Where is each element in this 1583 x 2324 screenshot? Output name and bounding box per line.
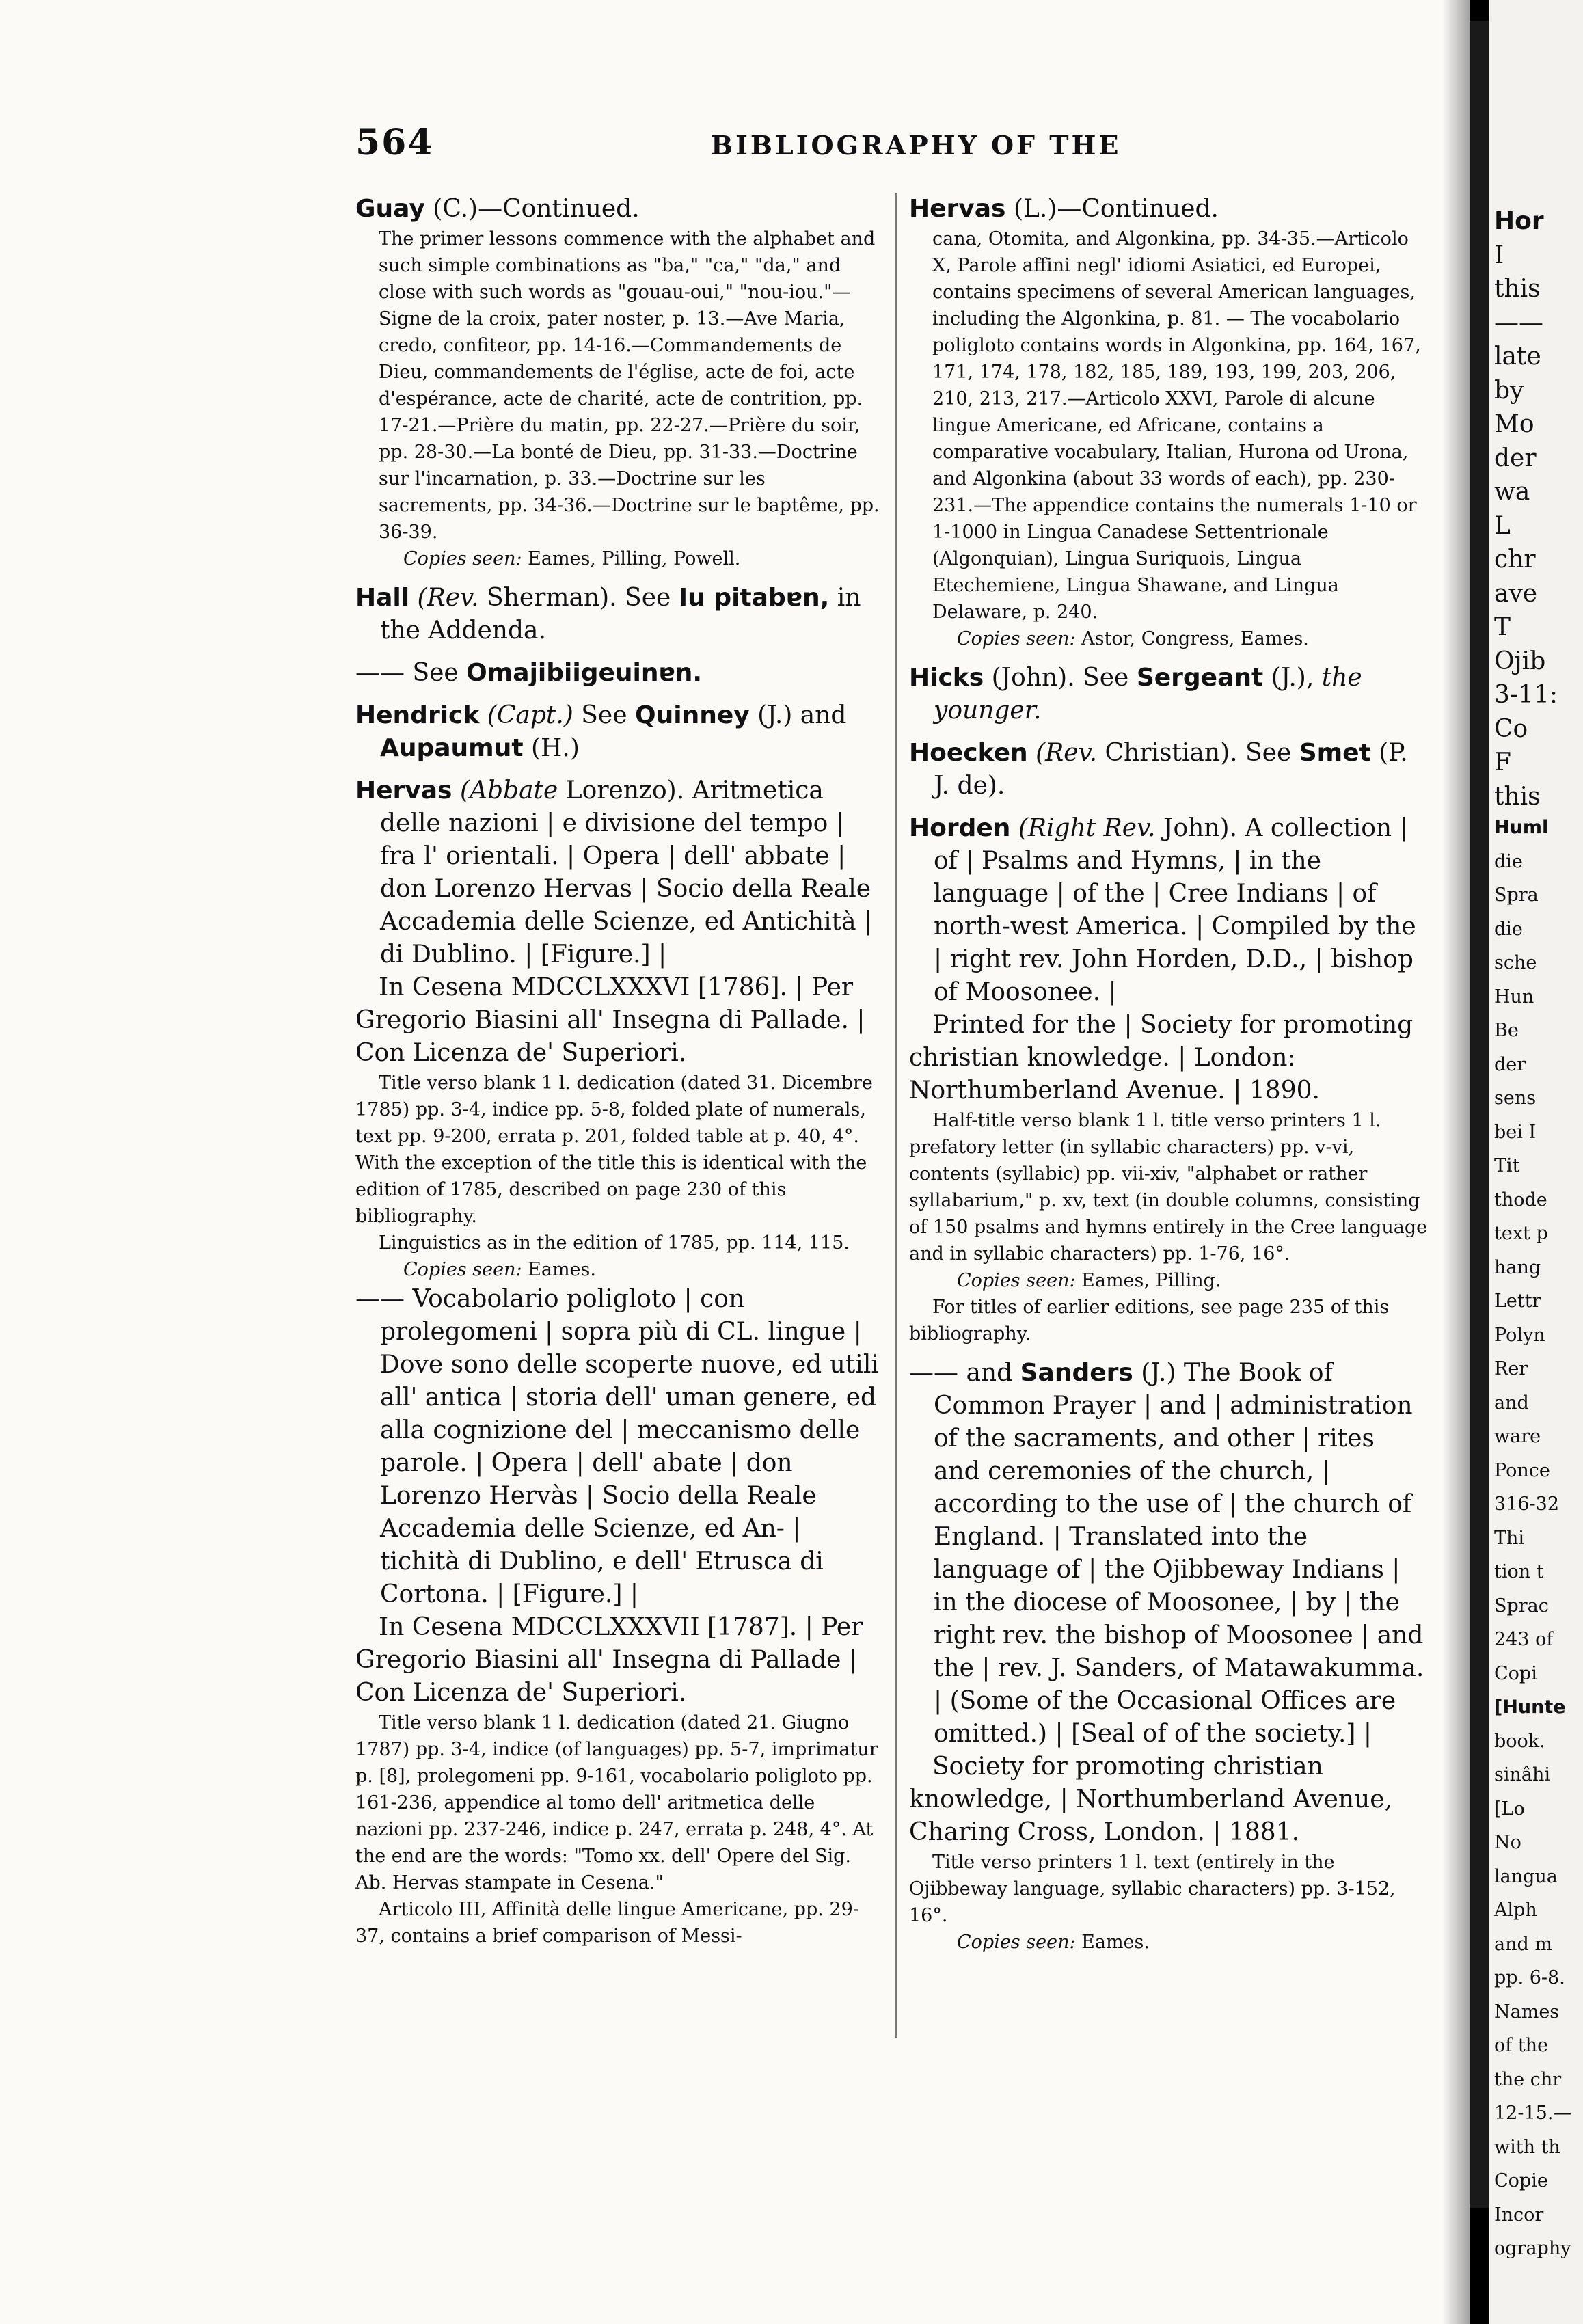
sanders-copies-seen [909, 1929, 1429, 1956]
right-page-line: Incor [1494, 2204, 1544, 2226]
hervas-continued-head [909, 193, 1429, 226]
hervas-continued-copies-seen [909, 625, 1429, 652]
right-page-line: this [1494, 783, 1541, 811]
hall-entry [355, 582, 882, 647]
author-name: Hendrick [355, 701, 480, 729]
right-page-line: No [1494, 1832, 1521, 1853]
right-page-line: Mo [1494, 410, 1534, 438]
right-page-line: pp. 6-8. [1494, 1967, 1565, 1988]
hervas-collation: Title verso blank 1 l. dedication (dated 31. Dicembre 1785) pp. 3-4, indice pp. 5-8, folded plate of numerals, text pp. 9-200, errata p. 201, folded table at p. 40, 4°. With the exception of the title this is identical with the edition of 1785, described on page 230 of this bibliography. [355, 1072, 873, 1227]
right-page-line: Spra [1494, 884, 1539, 906]
right-page-line: Thi [1494, 1528, 1525, 1549]
copies-seen-value: Eames, Pilling, Powell. [522, 548, 741, 569]
author-detail: (C.)—Continued. [424, 195, 640, 223]
hervas-linguistics: Linguistics as in the edition of 1785, pp. 114, 115. [379, 1232, 850, 1254]
right-page-line: [Hunte [1494, 1697, 1566, 1718]
cross-reference: Smet [1299, 739, 1371, 767]
book-page-right-edge [1489, 0, 1583, 2324]
right-page-line: 12-15.— [1494, 2103, 1572, 2124]
cross-reference: Omajibiigeuinɐn. [466, 659, 703, 687]
right-page-line: 3-11: [1494, 681, 1558, 709]
entry-text: Christian). See [1097, 739, 1299, 767]
right-page-line: bei I [1494, 1122, 1537, 1143]
right-page-line: Ponce [1494, 1460, 1550, 1481]
entry-text: Sherman). See [478, 584, 679, 612]
copies-seen-label: Copies seen: [957, 1932, 1076, 1953]
author-name: Hall [355, 584, 410, 612]
cross-reference: Sergeant [1136, 664, 1264, 692]
hendrick-entry [355, 699, 882, 765]
right-page-line: die [1494, 919, 1523, 940]
entry-text: (J.), [1263, 664, 1322, 692]
right-page-line: wa [1494, 478, 1530, 506]
right-page-line: Copie [1494, 2170, 1548, 2191]
right-page-line: L [1494, 512, 1511, 540]
right-page-line: [Lo [1494, 1798, 1525, 1820]
entry-italic: the younger. [934, 664, 1362, 725]
author-title: (Right Rev. [1010, 814, 1156, 842]
entry-text: —— See [355, 659, 467, 687]
right-page-line: chr [1494, 545, 1536, 573]
right-page-line: and [1494, 1392, 1529, 1414]
right-page-line: der [1494, 1054, 1526, 1075]
right-page-line: with th [1494, 2137, 1560, 2158]
author-name: Guay [355, 195, 425, 223]
hervas-imprint: In Cesena MDCCLXXXVI [1786]. | Per Gregorio Biasini all' Insegna di Pallade. | Con Licenza de' Superiori. [355, 973, 865, 1067]
right-page-line: T [1494, 613, 1511, 641]
right-page-line: hang [1494, 1257, 1541, 1278]
right-page-line: ography [1494, 2238, 1571, 2259]
right-page-line: Copi [1494, 1663, 1537, 1684]
cross-reference: Quinney [635, 701, 750, 729]
right-page-line: I [1494, 241, 1504, 269]
cross-reference: Iu pitabɐn, [678, 584, 830, 612]
right-page-line: the chr [1494, 2069, 1562, 2090]
horden-collation: Half-title verso blank 1 l. title verso printers 1 l. prefatory letter (in syllabic characters) pp. v-vi, contents (syllabic) pp. vii-xiv, "alphabet or rather syllabarium," p. xv, text (in double columns, consisting of 150 psalms and hymns entirely in the Cree language and in syllabic characters) pp. 1-76, 16°. [909, 1110, 1428, 1265]
right-page-line: Co [1494, 715, 1528, 743]
gutter-shadow [1442, 0, 1470, 2324]
author-detail: (L.)—Continued. [1005, 195, 1219, 223]
copies-seen-value: Eames. [1075, 1932, 1150, 1953]
vocabolario-entry: —— Vocabolario poligloto | con prolegomeni | sopra più di CL. lingue | Dove sono delle scoperte nuove, ed utili all' antica | storia dell' uman genere, ed alla cognizione del | meccanismo delle parole. | Opera | dell' abate | don Lorenzo Hervàs | Socio della Reale Accademia delle Scienze, ed An- | tichità di Dublino, e dell' Etrusca di Cortona. | [Figure.] | [355, 1285, 879, 1608]
right-page-line: —— [1494, 309, 1543, 337]
hervas-continued-annotation: cana, Otomita, and Algonkina, pp. 34-35.—Articolo X, Parole affini negl' idiomi Asiatici, ed Europei, contains specimens of several American languages, including the Algonkina, p. 81. — The vocabolario poligloto contains words in Algonkina, pp. 164, 167, 171, 174, 178, 182, 185, 189, 193, 199, 203, 206, 210, 213, 217.—Articolo XXVI, Parole di alcune lingue Americane, ed Africane, contains a comparative vocabulary, Italian, Hurona od Urona, and Algonkina (about 33 words of each), pp. 230-231.—The appendice contains the numerals 1-10 or 1-1000 in Lingua Canadese Settentrionale (Algonquian), Lingua Suriquois, Lingua Etechemiene, Lingua Shawane, and Lingua Delaware, p. 240. [932, 228, 1421, 623]
vocabolario-articolo: Articolo III, Affinità delle lingue Americane, pp. 29-37, contains a brief comparison of Messi- [355, 1899, 859, 1947]
right-page-line: Hun [1494, 986, 1534, 1008]
right-page-line: of the [1494, 2035, 1549, 2056]
right-page-line: 243 of [1494, 1629, 1554, 1650]
sanders-collation: Title verso printers 1 l. text (entirely in the Ojibbeway language, syllabic characters) pp. 3-152, 16°. [909, 1852, 1396, 1926]
hicks-entry [909, 662, 1429, 727]
hall-see-entry [355, 657, 882, 690]
entry-text: in the Addenda. [380, 584, 861, 645]
entry-text: (H.) [523, 734, 580, 762]
right-page-line: Be [1494, 1020, 1519, 1041]
right-page-line: sche [1494, 952, 1537, 973]
horden-imprint: Printed for the | Society for promoting christian knowledge. | London: Northumberland Avenue. | 1890. [909, 1011, 1413, 1105]
right-page-line: by [1494, 377, 1524, 405]
column-divider [895, 193, 897, 2038]
horden-copies-seen [909, 1267, 1429, 1294]
right-page-line: der [1494, 444, 1537, 472]
hervas-copies-seen [355, 1256, 882, 1283]
author-name: Hervas [355, 776, 452, 805]
author-title: (Abbate [452, 776, 558, 805]
right-page-line: Ojib [1494, 647, 1546, 675]
page-number: 564 [355, 122, 434, 163]
right-page-line: this [1494, 275, 1541, 303]
right-page-line: Tit [1494, 1155, 1520, 1176]
copies-seen-label: Copies seen: [957, 628, 1076, 649]
guay-copies-seen [355, 545, 882, 572]
right-page-line: Alph [1494, 1900, 1537, 1921]
cross-reference: Sanders [1020, 1359, 1133, 1387]
running-head: BIBLIOGRAPHY OF THE [711, 130, 1122, 161]
horden-entry [909, 812, 1429, 1009]
hoecken-entry [909, 737, 1429, 802]
author-title: (Capt.) [479, 701, 573, 729]
column-right [909, 193, 1429, 2278]
entry-text: —— and [909, 1359, 1020, 1387]
entry-text: (J.) and [749, 701, 847, 729]
entry-title-text: Lorenzo). Aritmetica delle nazioni | e divisione del tempo | fra l' orientali. | Opera | dell' abbate | don Lorenzo Hervas | Socio della Reale Accademia delle Scienze, ed Antichità | di Dublino. | [Figure.] | [380, 776, 873, 969]
copies-seen-value: Astor, Congress, Eames. [1075, 628, 1309, 649]
book-spine [1470, 21, 1489, 2208]
entry-title-text: John). A collection | of | Psalms and Hymns, | in the language | of the | Cree Indians | of north-west America. | Compiled by the | right rev. John Horden, D.D., | bishop of Moosonee. | [934, 814, 1416, 1006]
right-page-line: and m [1494, 1934, 1552, 1955]
right-page-line: die [1494, 851, 1523, 872]
copies-seen-label: Copies seen: [403, 548, 522, 569]
right-page-line: Lettr [1494, 1291, 1541, 1312]
horden-earlier-editions: For titles of earlier editions, see page 235 of this bibliography. [909, 1297, 1390, 1345]
copies-seen-value: Eames, Pilling. [1075, 1270, 1221, 1291]
right-page-line: langua [1494, 1866, 1558, 1887]
right-page-line: Hor [1494, 207, 1544, 235]
author-name: Hervas [909, 195, 1006, 223]
guay-annotation: The primer lessons commence with the alphabet and such simple combinations as "ba," "ca," "da," and close with such words as "gouau-oui," "nou-iou."—Signe de la croix, pater noster, p. 13.—Ave Maria, credo, confiteor, pp. 14-16.—Commandements de Dieu, commandements de l'église, acte de foi, acte d'espérance, acte de charité, acte de contrition, pp. 17-21.—Prière du matin, pp. 22-27.—Prière du soir, pp. 28-30.—La bonté de Dieu, pp. 31-33.—Doctrine sur l'incarnation, p. 33.—Doctrine sur les sacrements, pp. 34-36.—Doctrine sur le baptême, pp. 36-39. [379, 228, 880, 543]
sanders-entry [909, 1357, 1429, 1751]
vocabolario-imprint: In Cesena MDCCLXXXVII [1787]. | Per Gregorio Biasini all' Insegna di Pallade | Con Licenza de' Superiori. [355, 1613, 863, 1707]
entry-text: (John). See [984, 664, 1137, 692]
right-page-line: Huml [1494, 817, 1549, 838]
vocabolario-collation: Title verso blank 1 l. dedication (dated 21. Giugno 1787) pp. 3-4, indice (of languages) pp. 5-7, imprimatur p. [8], prolegomeni pp. 9-161, vocabolario poligloto pp. 161-236, appendice al tomo dell' aritmetica delle nazioni pp. 237-246, indice p. 247, errata p. 248, 4°. At the end are the words: "Tomo xx. dell' Opere del Sig. Ab. Hervas stampate in Cesena." [355, 1712, 878, 1893]
author-name: Hoecken [909, 739, 1028, 767]
right-page-line: sens [1494, 1087, 1537, 1109]
right-page-line: sinâhi [1494, 1764, 1551, 1785]
right-page-line: 316-32 [1494, 1494, 1560, 1515]
right-page-line: ave [1494, 580, 1538, 608]
right-page-line: ware [1494, 1426, 1541, 1447]
author-name: Hicks [909, 664, 984, 692]
right-page-line: thode [1494, 1189, 1547, 1211]
right-page-line: tion t [1494, 1561, 1544, 1582]
right-page-line: text p [1494, 1223, 1548, 1244]
right-page-line: F [1494, 748, 1511, 776]
copies-seen-value: Eames. [522, 1259, 596, 1280]
author-title: (Rev. [409, 584, 479, 612]
entry-text: See [573, 701, 635, 729]
author-name: Horden [909, 814, 1011, 842]
right-page-line: Sprac [1494, 1595, 1549, 1617]
column-left [355, 193, 882, 2278]
author-title: (Rev. [1027, 739, 1098, 767]
copies-seen-label: Copies seen: [403, 1259, 522, 1280]
entry-title-text: (J.) The Book of Common Prayer | and | administration of the sacraments, and other | rites and ceremonies of the church, | according to the use of | the church of England. | Translated into the language of | the Ojibbeway Indians | in the diocese of Moosonee, | by | the right rev. the bishop of Moosonee | and the | rev. J. Sanders, of Matawakumma. | (Some of the Occasional Offices are omitted.) | [Seal of of the society.] | [934, 1359, 1424, 1748]
cross-reference: Aupaumut [380, 734, 524, 762]
right-page-line: Polyn [1494, 1325, 1545, 1346]
right-page-line: late [1494, 342, 1541, 370]
entry-text: (P. J. de). [934, 739, 1408, 800]
guay-entry-head [355, 193, 882, 226]
right-page-line: Names [1494, 2001, 1560, 2023]
right-page-line: book. [1494, 1731, 1545, 1752]
copies-seen-label: Copies seen: [957, 1270, 1076, 1291]
hervas-entry [355, 774, 882, 971]
right-page-line: Rer [1494, 1358, 1528, 1379]
sanders-imprint: Society for promoting christian knowledge, | Northumberland Avenue, Charing Cross, London. | 1881. [909, 1753, 1393, 1846]
